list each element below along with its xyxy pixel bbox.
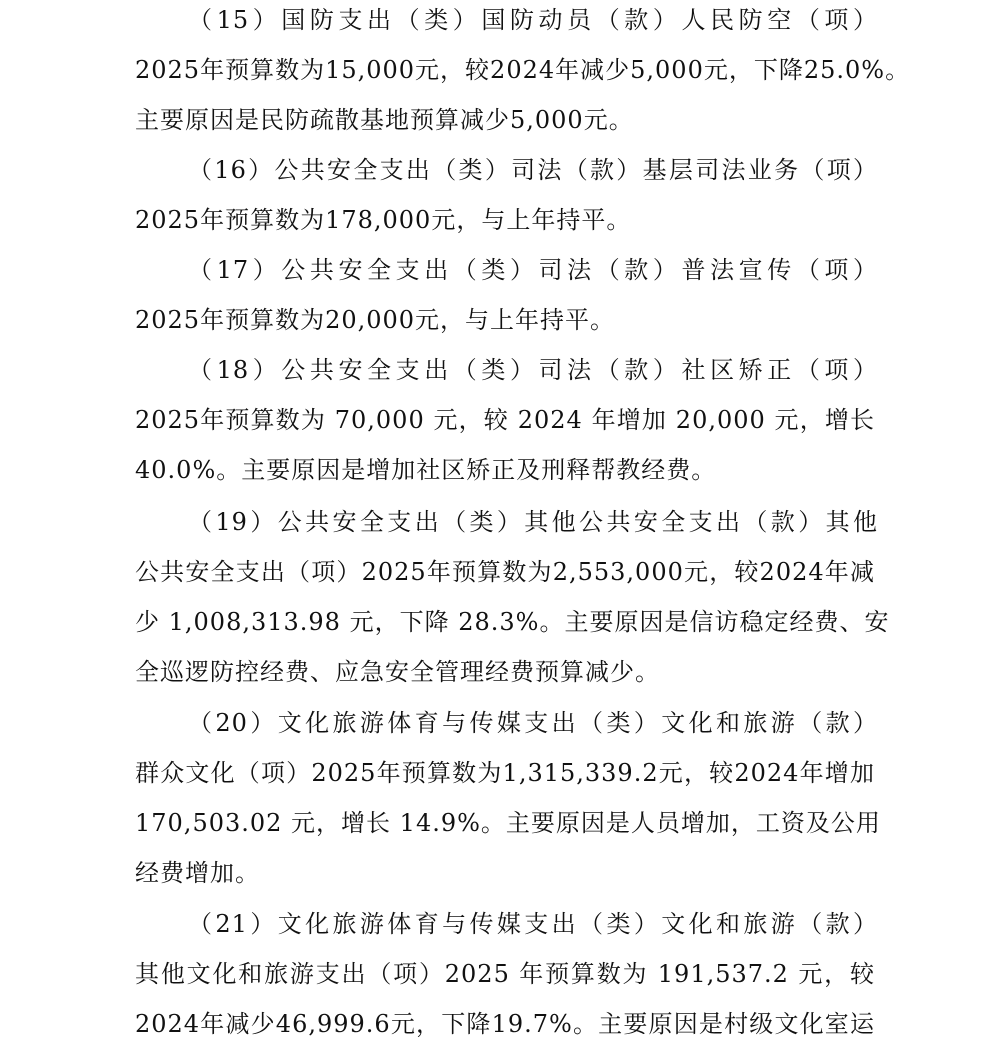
paragraph-18-line-1: （18）公共安全支出（类）司法（款）社区矫正（项） bbox=[188, 356, 878, 384]
paragraph-20-line-2: 群众文化（项）2025年预算数为1,315,339.2元，较2024年增加 bbox=[135, 759, 875, 787]
paragraph-17-line-1: （17）公共安全支出（类）司法（款）普法宣传（项） bbox=[188, 256, 878, 284]
paragraph-20-line-4: 经费增加。 bbox=[135, 859, 260, 887]
paragraph-16-line-1: （16）公共安全支出（类）司法（款）基层司法业务（项） bbox=[188, 156, 878, 184]
paragraph-19-line-1: （19）公共安全支出（类）其他公共安全支出（款）其他 bbox=[188, 508, 878, 536]
paragraph-16-line-2: 2025年预算数为178,000元，与上年持平。 bbox=[135, 206, 632, 234]
paragraph-18-line-3: 40.0%。主要原因是增加社区矫正及刑释帮教经费。 bbox=[135, 456, 717, 484]
paragraph-15-line-1: （15）国防支出（类）国防动员（款）人民防空（项） bbox=[188, 6, 878, 34]
paragraph-21-line-2: 其他文化和旅游支出（项）2025 年预算数为 191,537.2 元，较 bbox=[135, 960, 875, 988]
paragraph-20-line-1: （20）文化旅游体育与传媒支出（类）文化和旅游（款） bbox=[188, 709, 878, 737]
paragraph-15-line-3: 主要原因是民防疏散基地预算减少5,000元。 bbox=[135, 106, 634, 134]
paragraph-20-line-3: 170,503.02 元，增长 14.9%。主要原因是人员增加，工资及公用 bbox=[135, 809, 881, 837]
paragraph-17-line-2: 2025年预算数为20,000元，与上年持平。 bbox=[135, 306, 616, 334]
paragraph-21-line-1: （21）文化旅游体育与传媒支出（类）文化和旅游（款） bbox=[188, 910, 878, 938]
paragraph-15-line-2: 2025年预算数为15,000元，较2024年减少5,000元，下降25.0%。 bbox=[135, 56, 911, 84]
paragraph-19-line-3: 少 1,008,313.98 元，下降 28.3%。主要原因是信访稳定经费、安 bbox=[135, 608, 890, 636]
paragraph-18-line-2: 2025年预算数为 70,000 元，较 2024 年增加 20,000 元，增长 bbox=[135, 406, 875, 434]
paragraph-19-line-4: 全巡逻防控经费、应急安全管理经费预算减少。 bbox=[135, 658, 660, 686]
paragraph-21-line-3: 2024年减少46,999.6元，下降19.7%。主要原因是村级文化室运 bbox=[135, 1010, 875, 1038]
paragraph-19-line-2: 公共安全支出（项）2025年预算数为2,553,000元，较2024年减 bbox=[135, 558, 875, 586]
